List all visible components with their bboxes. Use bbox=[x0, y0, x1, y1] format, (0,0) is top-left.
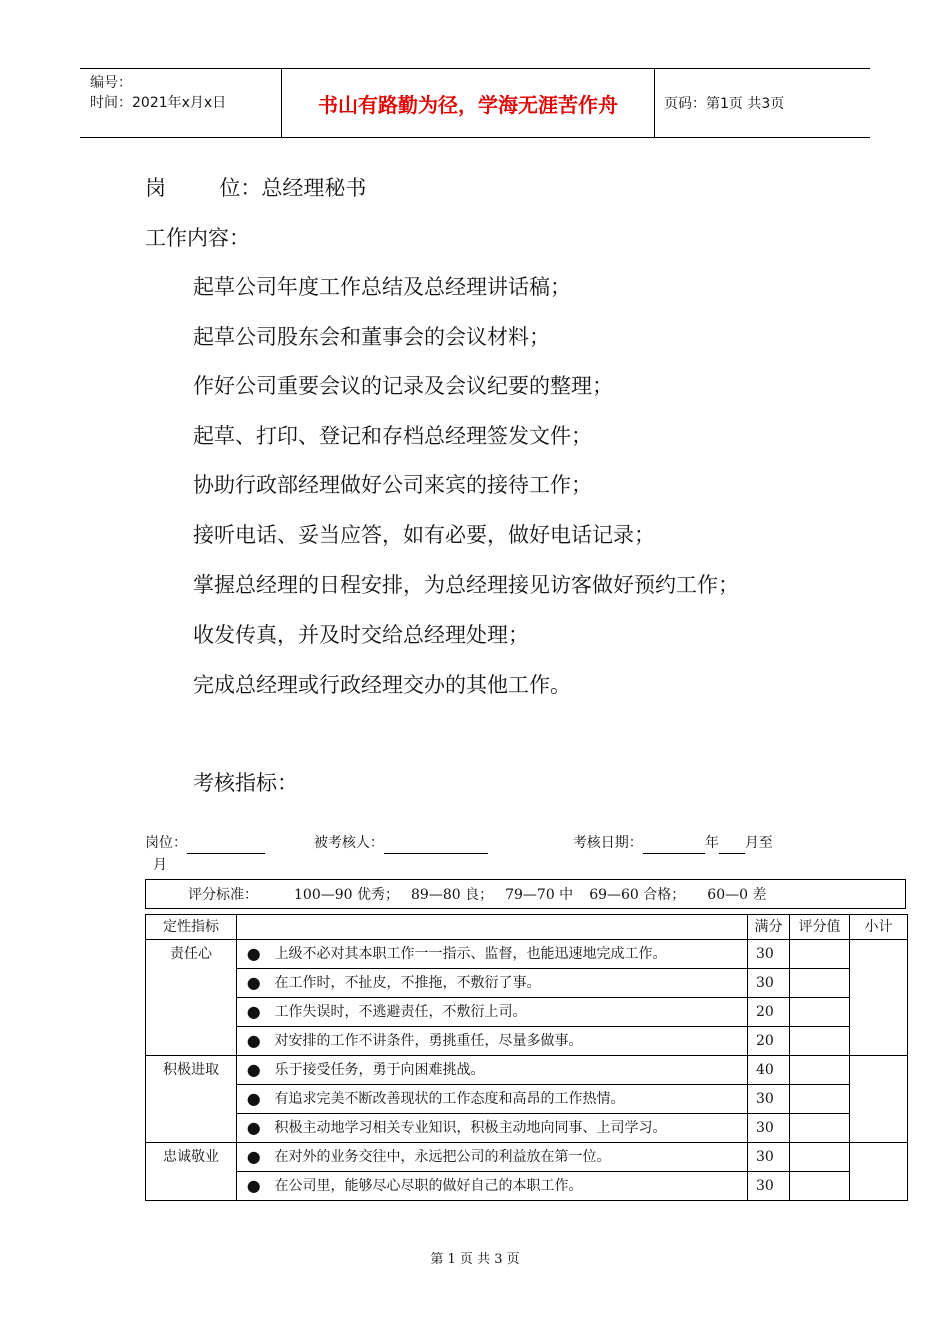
criterion-text: 在工作时，不扯皮，不推拖，不敷衍了事。 bbox=[271, 969, 748, 998]
criterion-text: 在公司里，能够尽心尽职的做好自己的本职工作。 bbox=[271, 1172, 748, 1201]
full-score-cell: 20 bbox=[748, 1027, 790, 1056]
scoring-standard bbox=[145, 879, 906, 909]
rating-cell[interactable] bbox=[790, 1172, 850, 1201]
duty-item: 收发传真，并及时交给总经理处理； bbox=[193, 623, 529, 647]
assessment-form-fields bbox=[145, 832, 825, 876]
criterion-text: 工作失误时，不逃避责任，不敷衍上司。 bbox=[271, 998, 748, 1027]
subtotal-cell[interactable] bbox=[850, 1056, 908, 1143]
post-field[interactable] bbox=[187, 837, 265, 854]
category-cell: 责任心 bbox=[146, 940, 237, 1056]
post-line: 岗 位：总经理秘书 bbox=[145, 176, 367, 200]
doc-time-label: 时间：2021年x月x日 bbox=[90, 95, 227, 111]
standard-excellent: 100—90 优秀； bbox=[294, 887, 399, 903]
header-rating: 评分值 bbox=[790, 915, 850, 940]
bullet-icon: ● bbox=[237, 1027, 271, 1056]
duty-item: 接听电话、妥当应答，如有必要，做好电话记录； bbox=[193, 523, 655, 547]
rating-cell[interactable] bbox=[790, 969, 850, 998]
full-score-cell: 30 bbox=[748, 1143, 790, 1172]
page-footer: 第 1 页 共 3 页 bbox=[430, 1252, 520, 1267]
category-cell: 忠诚敬业 bbox=[146, 1143, 237, 1201]
header-qualitative: 定性指标 bbox=[146, 915, 237, 940]
duty-item: 协助行政部经理做好公司来宾的接待工作； bbox=[193, 473, 592, 497]
work-heading: 工作内容： bbox=[145, 226, 250, 250]
category-cell: 积极进取 bbox=[146, 1056, 237, 1143]
month-to-label: 月至 bbox=[744, 835, 773, 851]
assessee-field[interactable] bbox=[384, 837, 488, 854]
subtotal-cell[interactable] bbox=[850, 1143, 908, 1201]
bullet-icon: ● bbox=[237, 1056, 271, 1085]
assessee-field-label: 被考核人： bbox=[313, 835, 384, 851]
bullet-icon: ● bbox=[237, 1114, 271, 1143]
duty-item: 起草公司年度工作总结及总经理讲话稿； bbox=[193, 275, 571, 299]
header-subtotal: 小计 bbox=[850, 915, 908, 940]
duty-item: 完成总经理或行政经理交办的其他工作。 bbox=[193, 673, 571, 697]
page-header bbox=[80, 68, 870, 138]
header-meta bbox=[80, 69, 282, 137]
duty-item: 作好公司重要会议的记录及会议纪要的整理； bbox=[193, 374, 613, 398]
full-score-cell: 30 bbox=[748, 940, 790, 969]
doc-number-label: 编号： bbox=[90, 75, 132, 91]
header-full-score: 满分 bbox=[748, 915, 790, 940]
duty-item: 起草、打印、登记和存档总经理签发文件； bbox=[193, 424, 592, 448]
criterion-text: 对安排的工作不讲条件，勇挑重任，尽量多做事。 bbox=[271, 1027, 748, 1056]
assessment-heading: 考核指标： bbox=[193, 771, 298, 795]
criterion-text: 上级不必对其本职工作一一指示、监督，也能迅速地完成工作。 bbox=[271, 940, 748, 969]
header-page-label: 页码：第1页 共3页 bbox=[664, 96, 785, 112]
standard-mid: 79—70 中 bbox=[505, 887, 574, 903]
table-row bbox=[146, 998, 908, 1027]
bullet-icon: ● bbox=[237, 969, 271, 998]
rating-cell[interactable] bbox=[790, 1114, 850, 1143]
standard-label: 评分标准： bbox=[188, 887, 258, 903]
bullet-icon: ● bbox=[237, 940, 271, 969]
year-field[interactable] bbox=[643, 837, 705, 854]
rating-cell[interactable] bbox=[790, 940, 850, 969]
rating-cell[interactable] bbox=[790, 998, 850, 1027]
bullet-icon: ● bbox=[237, 1172, 271, 1201]
header-blank bbox=[237, 915, 748, 940]
table-row bbox=[146, 1143, 908, 1172]
standard-good: 89—80 良； bbox=[411, 887, 494, 903]
criterion-text: 积极主动地学习相关专业知识，积极主动地向同事、上司学习。 bbox=[271, 1114, 748, 1143]
rating-cell[interactable] bbox=[790, 1143, 850, 1172]
criterion-text: 有追求完美不断改善现状的工作态度和高昂的工作热情。 bbox=[271, 1085, 748, 1114]
subtotal-cell[interactable] bbox=[850, 940, 908, 1056]
standard-pass: 69—60 合格； bbox=[589, 887, 686, 903]
rating-cell[interactable] bbox=[790, 1056, 850, 1085]
month-from-field[interactable] bbox=[719, 837, 745, 854]
scoring-table bbox=[145, 914, 908, 1201]
bullet-icon: ● bbox=[237, 998, 271, 1027]
full-score-cell: 40 bbox=[748, 1056, 790, 1085]
month-label: 月 bbox=[153, 857, 167, 873]
rating-cell[interactable] bbox=[790, 1027, 850, 1056]
criterion-text: 乐于接受任务，勇于向困难挑战。 bbox=[271, 1056, 748, 1085]
table-row bbox=[146, 1085, 908, 1114]
duty-item: 起草公司股东会和董事会的会议材料； bbox=[193, 325, 550, 349]
table-row bbox=[146, 1172, 908, 1201]
table-row bbox=[146, 1056, 908, 1085]
full-score-cell: 30 bbox=[748, 969, 790, 998]
full-score-cell: 30 bbox=[748, 1085, 790, 1114]
rating-cell[interactable] bbox=[790, 1085, 850, 1114]
year-label: 年 bbox=[704, 835, 719, 851]
table-row bbox=[146, 1027, 908, 1056]
date-field-label: 考核日期： bbox=[572, 835, 643, 851]
standard-poor: 60—0 差 bbox=[707, 887, 767, 903]
table-row bbox=[146, 940, 908, 969]
post-field-label: 岗位： bbox=[145, 835, 187, 851]
criterion-text: 在对外的业务交往中，永远把公司的利益放在第一位。 bbox=[271, 1143, 748, 1172]
full-score-cell: 20 bbox=[748, 998, 790, 1027]
bullet-icon: ● bbox=[237, 1085, 271, 1114]
bullet-icon: ● bbox=[237, 1143, 271, 1172]
full-score-cell: 30 bbox=[748, 1114, 790, 1143]
duty-item: 掌握总经理的日程安排，为总经理接见访客做好预约工作； bbox=[193, 573, 739, 597]
full-score-cell: 30 bbox=[748, 1172, 790, 1201]
table-row bbox=[146, 969, 908, 998]
table-header-row bbox=[146, 915, 908, 940]
table-row bbox=[146, 1114, 908, 1143]
header-motto: 书山有路勤为径，学海无涯苦作舟 bbox=[282, 69, 655, 137]
